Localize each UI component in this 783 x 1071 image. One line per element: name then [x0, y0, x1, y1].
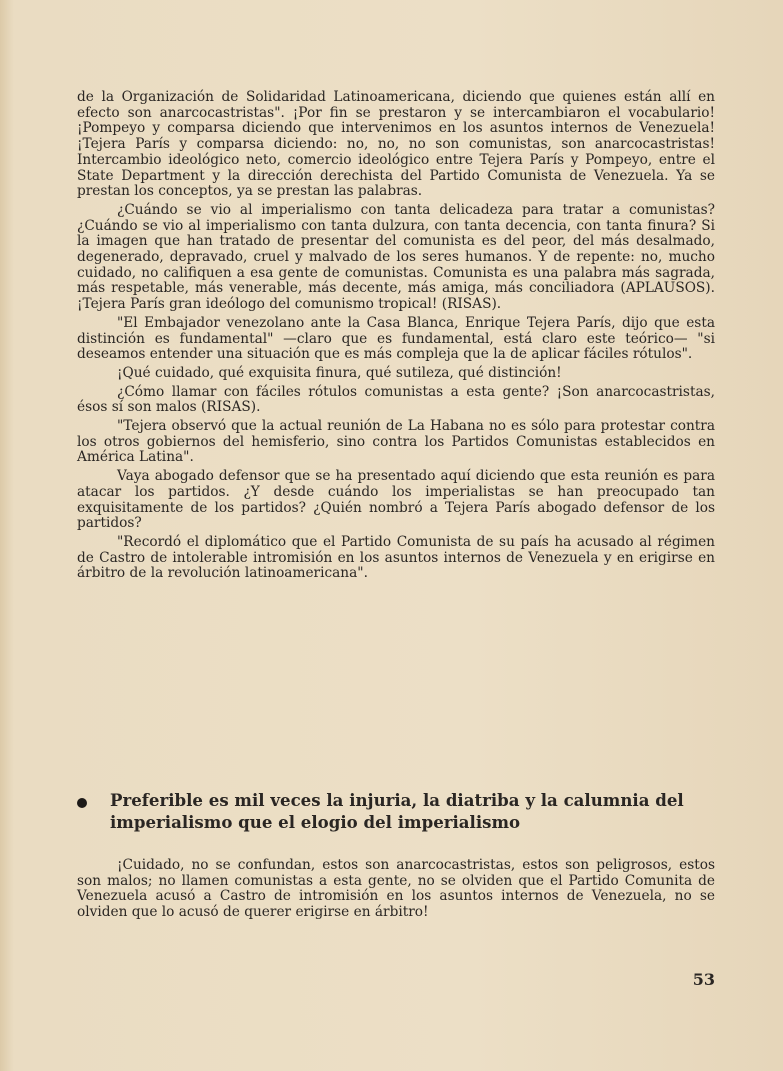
page-number: 53: [692, 970, 715, 989]
paragraph: "Recordó el diplomático que el Partido Comunista de su país ha acusado al régimen de Castro de intolerable intromisión en los asuntos internos de Venezuela y en erigirse en árbitro de la revolución latinoamericana".: [77, 533, 715, 582]
paragraph: de la Organización de Solidaridad Latinoamericana, diciendo que quienes están allí en efecto son anarcocastristas". ¡Por fin se prestaron y se intercambiaron el vocabulario! ¡Pompeyo y comparsa diciendo que intervenimos en los asuntos internos de Venezuela! ¡Tejera París y comparsa diciendo: no, no, no son comunistas, son anarcocastristas! Intercambio ideológico neto, comercio ideológico entre Tejera París y Pompeyo, entre el State Department y la dirección derechista del Partido Comunista de Venezuela. Ya se prestan los conceptos, ya se prestan las palabras.: [77, 89, 715, 200]
paragraph: "El Embajador venezolano ante la Casa Blanca, Enrique Tejera París, dijo que esta distinción es fundamental" —claro que es fundamental, está claro este teórico— "si deseamos entender una situación que es más compleja que la de aplicar fáciles rótulos".: [77, 314, 715, 363]
section-heading-block: [77, 789, 717, 833]
paragraph: ¡Qué cuidado, qué exquisita finura, qué sutileza, qué distinción!: [117, 364, 562, 381]
paragraph: ¡Cuidado, no se confundan, estos son anarcocastristas, estos son peligrosos, estos son malos; no llamen comunistas a esta gente, no se olviden que el Partido Comunita de Venezuela acusó a Castro de intromisión en los asuntos internos de Venezuela, no se olviden que lo acusó de querer erigirse en árbitro!: [77, 857, 715, 921]
paragraph: ¿Cómo llamar con fáciles rótulos comunistas a esta gente? ¡Son anarcocastristas, ésos sí son malos (RISAS).: [77, 383, 715, 416]
paragraph: ¿Cuándo se vio al imperialismo con tanta delicadeza para tratar a comunistas? ¿Cuándo se vio al imperialismo con tanta dulzura, con tanta decencia, con tanta finura? Si la imagen que han tratado de presentar del comunista es del peor, del más desalmado, degenerado, depravado, cruel y malvado de los seres humanos. Y de repente: no, mucho cuidado, no califiquen a esa gente de comunistas. Comunista es una palabra más sagrada, más respetable, más venerable, más decente, más amiga, más conciliadora (APLAUSOS). ¡Tejera París gran ideólogo del comunismo tropical! (RISAS).: [77, 201, 715, 313]
paragraph: "Tejera observó que la actual reunión de La Habana no es sólo para protestar contra los otros gobiernos del hemisferio, sino contra los Partidos Comunistas establecidos en América Latina".: [77, 418, 715, 466]
section-heading: Preferible es mil veces la injuria, la diatriba y la calumnia del imperialismo que el elogio del imperialismo: [110, 790, 684, 832]
final-text: [77, 858, 715, 924]
paragraph: Vaya abogado defensor que se ha presentado aquí diciendo que esta reunión es para atacar los partidos. ¿Y desde cuándo los imperialistas se han preocupado tan exquisitamente de los partidos? ¿Quién nombró a Tejera París abogado defensor de los partidos?: [77, 468, 715, 532]
main-text: [77, 90, 715, 585]
bullet-icon: [77, 798, 87, 808]
